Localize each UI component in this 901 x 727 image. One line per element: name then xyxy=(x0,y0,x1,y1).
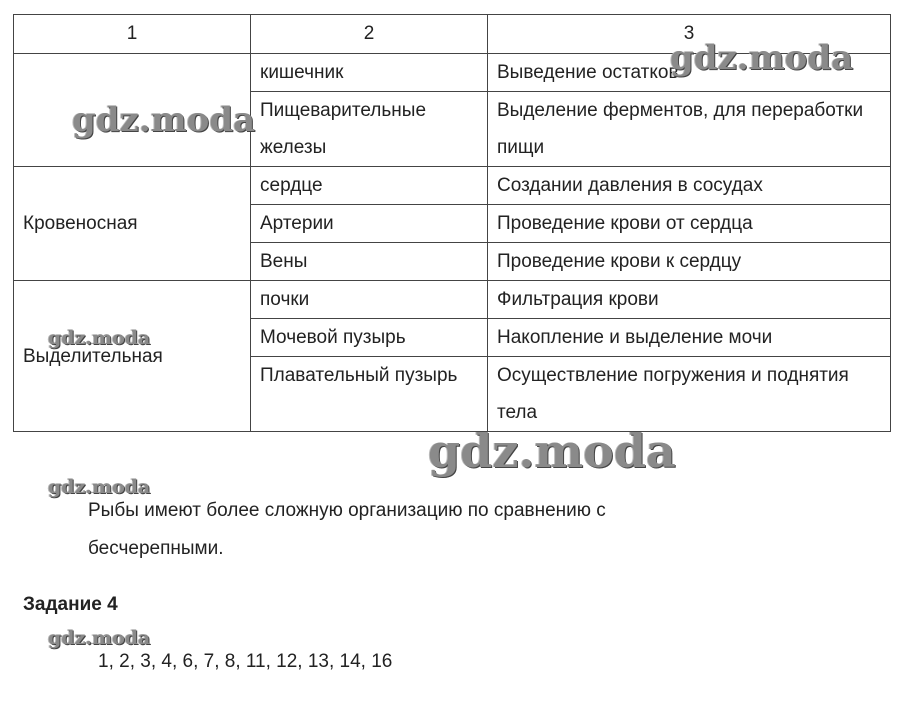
watermark: gdz.moda xyxy=(48,476,151,498)
organ-cell: Мочевой пузырь xyxy=(251,319,488,357)
organ-cell: сердце xyxy=(251,167,488,205)
watermark: gdz.moda xyxy=(48,627,151,649)
system-cell: Кровеносная xyxy=(14,167,251,281)
header-cell: 3 xyxy=(488,15,891,54)
table-row xyxy=(14,167,891,205)
organ-cell: Пищеварительные железы xyxy=(251,92,488,167)
organ-cell: кишечник xyxy=(251,54,488,92)
function-cell: Проведение крови к сердцу xyxy=(488,243,891,281)
watermark: gdz.moda xyxy=(72,100,256,140)
function-cell: Фильтрация крови xyxy=(488,281,891,319)
organ-cell: Плавательный пузырь xyxy=(251,357,488,432)
function-cell: Осуществление погружения и поднятия тела xyxy=(488,357,891,432)
function-cell: Выделение ферментов, для переработки пищи xyxy=(488,92,891,167)
header-cell: 1 xyxy=(14,15,251,54)
function-cell: Накопление и выделение мочи xyxy=(488,319,891,357)
system-cell: Выделительная xyxy=(14,281,251,432)
watermark: gdz.moda xyxy=(670,38,854,78)
function-cell: Выведение остатков xyxy=(488,54,891,92)
organ-cell: почки xyxy=(251,281,488,319)
task4-heading: Задание 4 xyxy=(23,594,118,615)
task4-answer: 1, 2, 3, 4, 6, 7, 8, 11, 12, 13, 14, 16 xyxy=(98,651,393,672)
function-cell: Создании давления в сосудах xyxy=(488,167,891,205)
organ-cell: Артерии xyxy=(251,205,488,243)
organ-cell: Вены xyxy=(251,243,488,281)
function-cell: Проведение крови от сердца xyxy=(488,205,891,243)
conclusion-text: Рыбы имеют более сложную организацию по сравнению с бесчерепными. xyxy=(88,500,606,559)
watermark: gdz.moda xyxy=(48,327,151,349)
watermark: gdz.moda xyxy=(428,424,676,478)
header-cell: 2 xyxy=(251,15,488,54)
table-row xyxy=(14,281,891,319)
